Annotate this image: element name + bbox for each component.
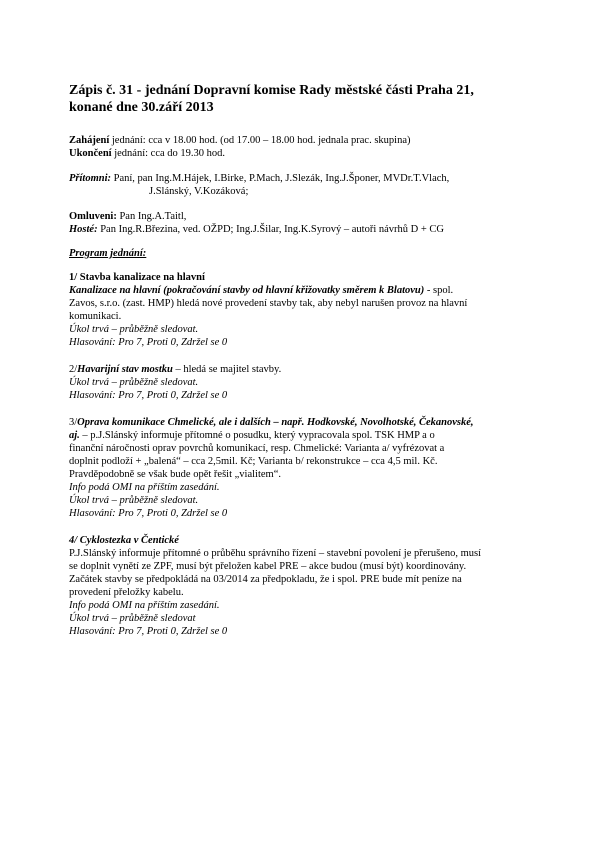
item-3-text-3: doplnit podloží + „balená“ – cca 2,5mil. Kč; Varianta b/ rekonstrukce – cca 4,5 mil. Kč. [69, 456, 438, 467]
attendees [69, 172, 549, 198]
item-1-text-2: Zavos, s.r.o. (zast. HMP) hledá nové provedení stavby tak, aby nebyl narušen provoz na hlavní [69, 298, 468, 309]
agenda-item-4 [69, 534, 549, 638]
item-4-info: Info podá OMI na příštím zasedání. [69, 600, 220, 611]
start-text: jednání: cca v 18.00 hod. (od 17.00 – 18.00 hod. jednala prac. skupina) [109, 135, 411, 146]
document-title [69, 82, 549, 116]
item-4-heading: 4/ Cyklostezka v Čentické [69, 535, 179, 546]
item-3-line-2 [69, 429, 549, 442]
item-1-text-3: komunikaci. [69, 311, 122, 322]
agenda-item-3 [69, 416, 549, 520]
item-3-text-4: Pravděpodobně se však bude opět řešit „vialitem“. [69, 469, 281, 480]
meeting-info [69, 134, 549, 236]
attendees-label: Přítomni: [69, 173, 112, 184]
document-page [69, 82, 549, 638]
item-2-number: 2/ [69, 364, 78, 375]
item-3-task: Úkol trvá – průběžně sledovat. [69, 495, 199, 506]
program-heading: Program jednání: [69, 248, 147, 259]
item-4-text-4: provedení přeložky kabelu. [69, 587, 184, 598]
guests [69, 223, 549, 236]
item-3-text-2: finanční náročnosti oprav povrchů komunikací, resp. Chmelické: Varianta a/ vyfrézovat a [69, 443, 445, 454]
item-3-vote: Hlasování: Pro 7, Proti 0, Zdržel se 0 [69, 508, 228, 519]
item-2-text: – hledá se majitel stavby. [172, 364, 282, 375]
item-3-info: Info podá OMI na příštím zasedání. [69, 482, 220, 493]
end-text: jednání: cca do 19.30 hod. [111, 148, 226, 159]
excused-label: Omluveni: [69, 211, 117, 222]
end-line [69, 147, 549, 160]
start-label: Zahájení [69, 135, 110, 146]
item-2-vote: Hlasování: Pro 7, Proti 0, Zdržel se 0 [69, 390, 228, 401]
item-2-heading: Havarijní stav mostku [77, 364, 173, 375]
item-3-heading-2: aj. [69, 430, 80, 441]
item-4-text-3: Začátek stavby se předpokládá na 03/2014 za předpokladu, že i spol. PRE bude mít peníze na [69, 574, 462, 585]
item-1-text [69, 284, 549, 297]
item-4-task: Úkol trvá – průběžně sledovat [69, 613, 196, 624]
attendees-line-2: J.Slánský, V.Kozáková; [149, 186, 249, 197]
item-4-text-2: se doplnit vynětí ze ZPF, musí být přeložen kabel PRE – akce budou (musí být) koordinovány. [69, 561, 467, 572]
agenda-item-2 [69, 363, 549, 402]
item-1-task: Úkol trvá – průběžně sledovat. [69, 324, 199, 335]
item-4-vote: Hlasování: Pro 7, Proti 0, Zdržel se 0 [69, 626, 228, 637]
item-1-vote: Hlasování: Pro 7, Proti 0, Zdržel se 0 [69, 337, 228, 348]
end-label: Ukončení [69, 148, 112, 159]
item-2-task: Úkol trvá – průběžně sledovat. [69, 377, 199, 388]
title-line-1: Zápis č. 31 - jednání Dopravní komise Rady městské části Praha 21, [69, 83, 474, 98]
excused-text: Pan Ing.A.Taitl, [116, 211, 187, 222]
item-1-text-1: - spol. [424, 285, 454, 296]
attendees-line-1: Paní, pan Ing.M.Hájek, I.Birke, P.Mach, J.Slezák, Ing.J.Šponer, MVDr.T.Vlach, [111, 173, 450, 184]
item-3-heading-1: Oprava komunikace Chmelické, ale i dalších – např. Hodkovské, Novolhotské, Čekanovské, [77, 417, 474, 428]
excused [69, 210, 549, 223]
title-line-2: konané dne 30.září 2013 [69, 100, 214, 115]
item-4-text-1: P.J.Slánský informuje přítomné o průběhu správního řízení – stavební povolení je přerušeno, musí [69, 548, 482, 559]
guests-text: Pan Ing.R.Březina, ved. OŽPD; Ing.J.Šilar, Ing.K.Syrový – autoři návrhů D + CG [97, 224, 444, 235]
agenda-item-1 [69, 271, 549, 349]
item-3-number: 3/ [69, 417, 78, 428]
item-2-heading-line [69, 363, 549, 376]
item-3-heading-line [69, 416, 549, 429]
item-1-heading: 1/ Stavba kanalizace na hlavní [69, 272, 205, 283]
start-line [69, 134, 549, 147]
item-3-text-1: – p.J.Slánský informuje přítomné o posudku, který vypracovala spol. TSK HMP a o [79, 430, 435, 441]
guests-label: Hosté: [69, 224, 98, 235]
item-1-subhead: Kanalizace na hlavní (pokračování stavby od hlavní křižovatky směrem k Blatovu) [69, 285, 425, 296]
